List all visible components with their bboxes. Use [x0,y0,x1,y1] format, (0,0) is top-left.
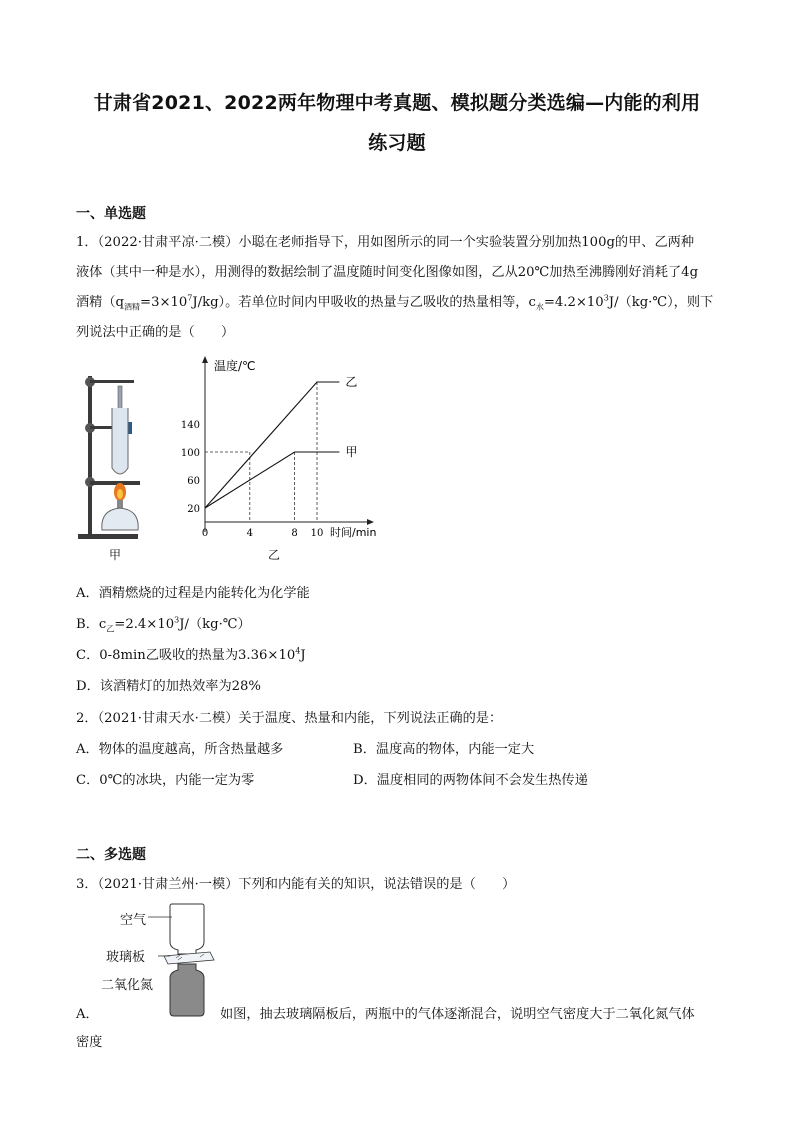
x-axis-arrow [367,519,374,525]
q2-option-d[interactable]: D．温度相同的两物体间不会发生热传递 [353,773,588,788]
figure-label-left: 甲 [109,548,122,562]
flame-core [117,489,123,499]
lamp-wick [117,500,123,508]
ring-support [90,481,140,485]
q2-stem: 2．（2021·甘肃天水·二模）关于温度、热量和内能，下列说法正确的是： [76,711,503,726]
q1-option-b[interactable]: B．$c_乙=2.4\times 10^3J/(kg\cdot℃)$ [76,615,251,634]
x-tick-label: 10 [310,528,324,539]
section-heading-multi: 二、多选题 [76,847,146,863]
label-no2: 二氧化氮 [101,978,154,993]
y-axis-arrow [202,356,208,363]
q3-option-a-text[interactable]: 如图，抽去玻璃隔板后，两瓶中的气体逐渐混合，说明空气密度大于二氧化氮气体 [220,1007,695,1022]
y-tick-label: 140 [180,420,200,431]
series-label-0: 乙 [345,375,358,389]
q2-option-b[interactable]: B．温度高的物体，内能一定大 [353,742,535,757]
stand-rod [88,376,92,536]
x-tick-label: 8 [291,528,298,539]
q3-stem: 3．（2021·甘肃兰州·一模）下列和内能有关的知识，说法错误的是（ ） [76,877,516,892]
page-title: 甘肃省2021、2022两年物理中考真题、模拟题分类选编—内能的利用 [93,92,701,114]
y-tick-label: 100 [180,448,200,459]
q2-option-c[interactable]: C．0℃的冰块，内能一定为零 [76,773,255,788]
alcohol-lamp [102,508,138,530]
q3-option-a-tail[interactable]: 密度 [76,1035,103,1050]
series-label-1: 甲 [345,445,358,459]
y-tick-label: 60 [187,476,200,487]
q1-line1: 1．（2022·甘肃平凉·二模）小聪在老师指导下，用如图所示的同一个实验装置分别加热100g的甲、乙两种 [76,235,695,250]
q1-option-c[interactable]: C．0-8min乙吸收的热量为$3.36\times 10^4J$ [76,646,306,663]
q1-line4: 列说法中正确的是（ ） [76,325,235,340]
y-tick-label: 20 [187,504,200,515]
y-axis-label: 温度/℃ [214,359,256,373]
series-line-0 [205,382,339,508]
clamp-arm-top [90,380,134,383]
q1-option-a[interactable]: A．酒精燃烧的过程是内能转化为化学能 [76,586,310,601]
series-line-1 [205,452,339,508]
no2-bottle [170,964,204,1016]
section-heading-single: 一、单选题 [76,206,146,222]
q1-line3: 酒精$(q_{酒精}=3\times 10^7J/kg)$。若单位时间内甲吸收的热量与乙吸收的热量相等，$c_水=4.2\times 10^3J/(kg\cdot℃)$，则下 [76,293,714,312]
x-axis-label: 时间/min [330,526,377,539]
label-air: 空气 [120,913,147,928]
page-title-line2: 练习题 [368,132,426,154]
temperature-time-chart [180,352,390,544]
x-tick-label: 0 [201,528,209,539]
lab-apparatus-figure [72,368,152,558]
q1-line2: 液体（其中一种是水），用测得的数据绘制了温度随时间变化图像如图，乙从20℃加热至沸腾刚好消耗了4g [76,265,699,280]
test-tube [112,408,128,474]
label-glass-plate: 玻璃板 [106,950,146,965]
x-tick-label: 4 [246,528,253,539]
stand-base [78,534,138,539]
q1-option-d[interactable]: D．该酒精灯的加热效率为28% [76,679,261,694]
q3-option-a-prefix[interactable]: A． [76,1007,99,1022]
q2-option-a[interactable]: A．物体的温度越高，所含热量越多 [76,742,284,757]
figure-label-right: 乙 [268,548,281,562]
